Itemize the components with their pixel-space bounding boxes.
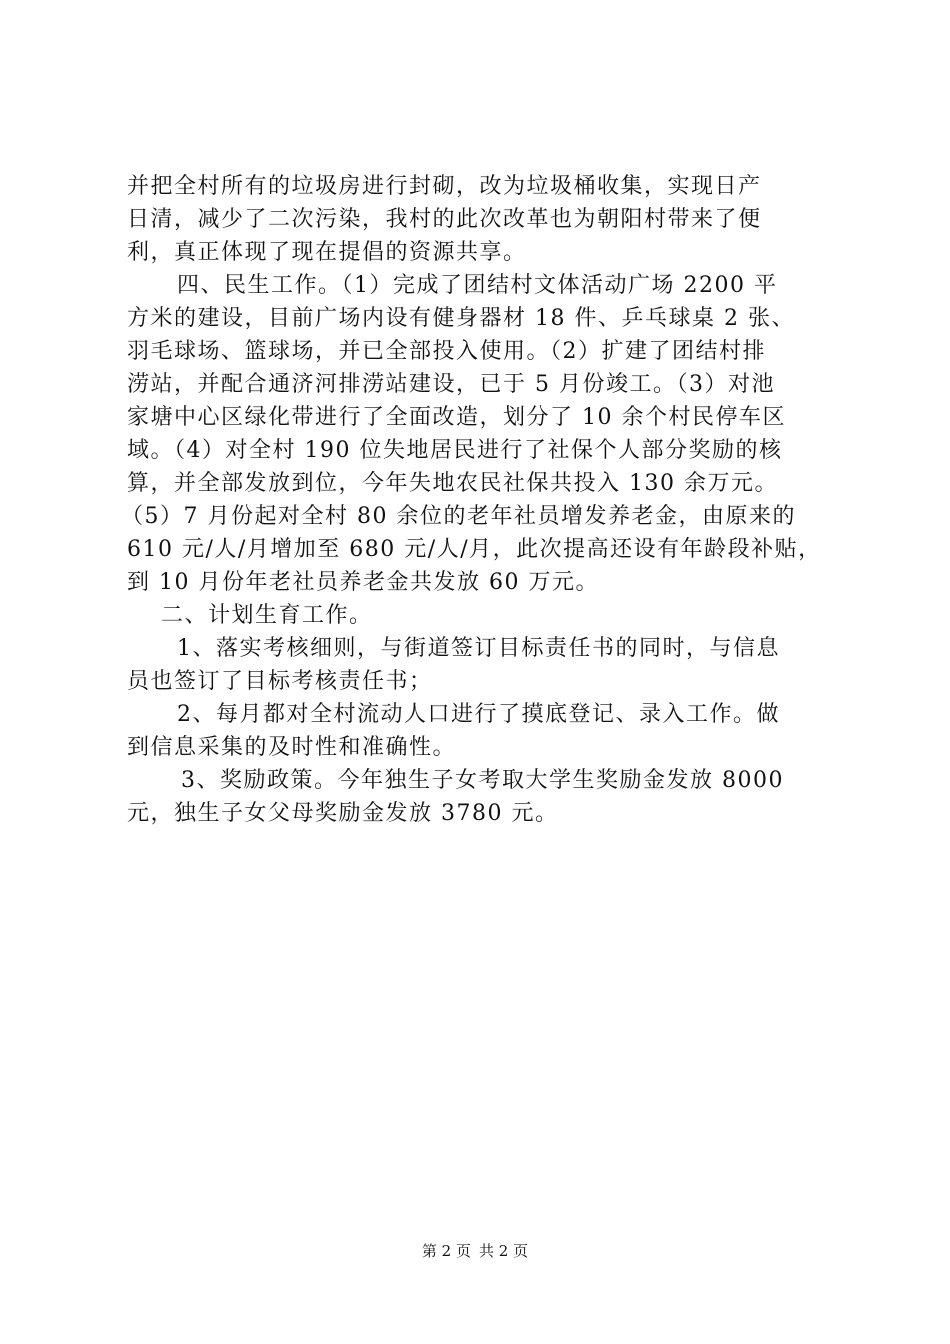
text-line: 利，真正体现了现在提倡的资源共享。 (127, 240, 527, 265)
text-line: 方米的建设，目前广场内设有健身器材 18 件、乒乓球桌 2 张、 (127, 306, 795, 331)
text-line: 2、每月都对全村流动人口进行了摸底登记、录入工作。做 (177, 702, 780, 727)
text-line: 域。（4）对全村 190 位失地居民进行了社保个人部分奖励的核 (127, 438, 783, 463)
text-line: 1、落实考核细则，与街道签订目标责任书的同时，与信息 (177, 636, 780, 661)
text-line: 涝站，并配合通济河排涝站建设，已于 5 月份竣工。（3）对池 (127, 372, 775, 397)
text-line: 四、民生工作。（1）完成了团结村文体活动广场 2200 平 (177, 273, 778, 298)
page-footer (0, 1241, 950, 1261)
text-line: 610 元/人/月增加至 680 元/人/月，此次提高还设有年龄段补贴， (127, 537, 822, 562)
text-line: 并把全村所有的垃圾房进行封砌，改为垃圾桶收集，实现日产 (127, 174, 762, 199)
text-line: 元，独生子女父母奖励金发放 3780 元。 (127, 801, 559, 826)
page-total: 共 2 页 (479, 1242, 529, 1260)
text-line: 到信息采集的及时性和准确性。 (127, 735, 457, 760)
text-line: 日清，减少了二次污染，我村的此次改革也为朝阳村带来了便 (127, 207, 762, 232)
text-line: 员也签订了目标考核责任书； (127, 669, 433, 694)
text-line: 家塘中心区绿化带进行了全面改造，划分了 10 余个村民停车区 (127, 405, 786, 430)
page-number: 第 2 页 (421, 1242, 471, 1260)
text-line: 羽毛球场、篮球场，并已全部投入使用。（2）扩建了团结村排 (127, 339, 766, 364)
text-line: 到 10 月份年老社员养老金共发放 60 万元。 (127, 570, 599, 595)
text-line: 二、计划生育工作。 (161, 603, 373, 628)
text-line: 3、奖励政策。今年独生子女考取大学生奖励金发放 8000 (181, 768, 784, 793)
text-line: 算，并全部发放到位，今年失地农民社保共投入 130 余万元。 (127, 471, 778, 496)
text-line: （5）7 月份起对全村 80 余位的老年社员增发养老金，由原来的 (121, 504, 796, 529)
